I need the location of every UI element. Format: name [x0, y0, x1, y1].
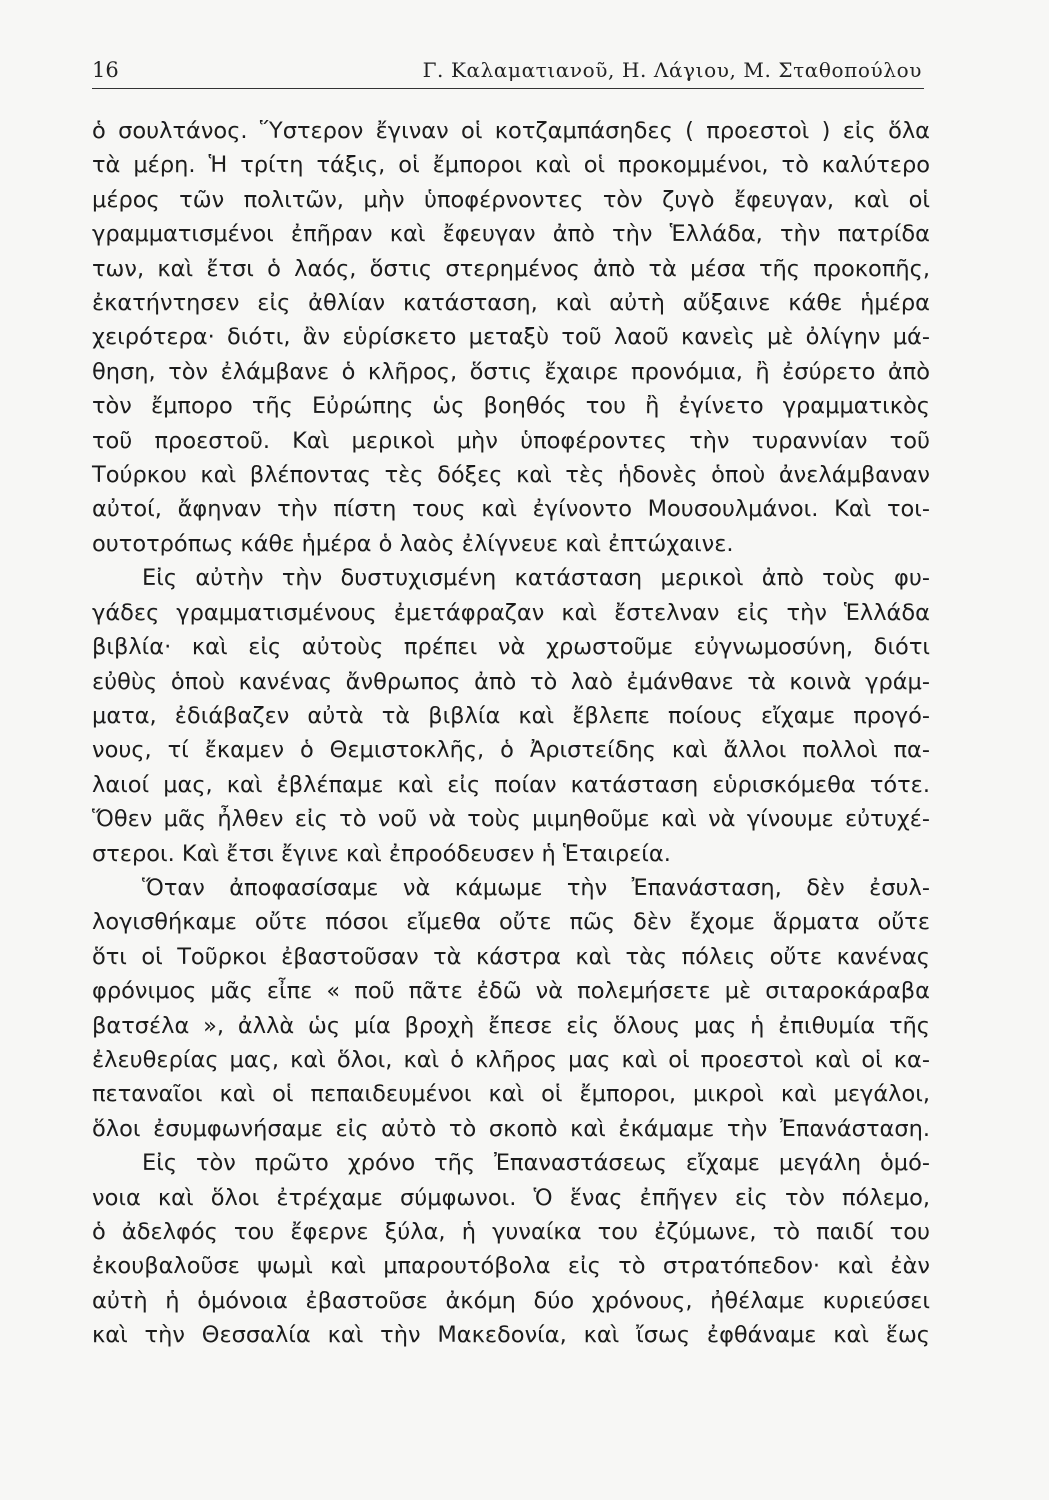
page-number: 16	[92, 58, 119, 82]
text-line: τὰ μέρη. Ἡ τρίτη τάξις, οἱ ἔμποροι καὶ οἱ προκομμένοι, τὸ καλύτερο	[92, 152, 930, 179]
text-line: ὁ σουλτάνος. Ὕστερον ἔγιναν οἱ κοτζαμπάσηδες ( προεστοὶ ) εἰς ὅλα	[92, 118, 930, 144]
text-line: τὸν ἔμπορο τῆς Εὐρώπης ὡς βοηθός του ἢ ἐγίνετο γραμματικὸς	[92, 393, 930, 420]
text-line: νοια καὶ ὅλοι ἐτρέχαμε σύμφωνοι. Ὁ ἕνας ἐπῆγεν εἰς τὸν πόλεμο,	[92, 1184, 930, 1211]
text-line: στεροι. Καὶ ἔτσι ἔγινε καὶ ἐπροόδευσεν ἡ Ἑταιρεία.	[92, 840, 671, 867]
header-rule	[92, 88, 924, 89]
text-line: Εἰς αὐτὴν τὴν δυστυχισμένη κατάσταση μερικοὶ ἀπὸ τοὺς φυ-	[142, 565, 930, 592]
text-line: ματα, ἐδιάβαζεν αὐτὰ τὰ βιβλία καὶ ἔβλεπε ποίους εἴχαμε προγό-	[92, 702, 930, 729]
text-line: Εἰς τὸν πρῶτο χρόνο τῆς Ἐπαναστάσεως εἴχαμε μεγάλη ὁμό-	[142, 1150, 930, 1177]
text-line: Ὅθεν μᾶς ἦλθεν εἰς τὸ νοῦ νὰ τοὺς μιμηθοῦμε καὶ νὰ γίνουμε εὐτυχέ-	[92, 806, 930, 833]
paragraph	[92, 114, 930, 561]
text-line: ὅλοι ἐσυμφωνήσαμε εἰς αὐτὸ τὸ σκοπὸ καὶ ἐκάμαμε τὴν Ἐπανάσταση.	[92, 1115, 930, 1142]
text-line: μέρος τῶν πολιτῶν, μὴν ὑποφέρνοντες τὸν ζυγὸ ἔφευγαν, καὶ οἱ	[92, 186, 930, 213]
text-line: των, καὶ ἔτσι ὁ λαός, ὅστις στερημένος ἀπὸ τὰ μέσα τῆς προκοπῆς,	[92, 255, 930, 282]
text-line: ουτοτρόπως κάθε ἡμέρα ὁ λαὸς ἐλίγνευε καὶ ἐπτώχαινε.	[92, 530, 734, 557]
text-line: πεταναῖοι καὶ οἱ πεπαιδευμένοι καὶ οἱ ἔμποροι, μικροὶ καὶ μεγάλοι,	[92, 1081, 930, 1108]
text-line: εὐθὺς ὁποὺ κανένας ἄνθρωπος ἀπὸ τὸ λαὸ ἐμάνθανε τὰ κοινὰ γράμ-	[92, 668, 930, 695]
paragraph	[92, 1146, 930, 1352]
text-line: βιβλία· καὶ εἰς αὐτοὺς πρέπει νὰ χρωστοῦμε εὐγνωμοσύνη, διότι	[92, 634, 930, 661]
text-line: φρόνιμος μᾶς εἶπε « ποῦ πᾶτε ἐδῶ νὰ πολεμήσετε μὲ σιταροκάραβα	[92, 978, 930, 1005]
text-line: λογισθήκαμε οὔτε πόσοι εἴμεθα οὔτε πῶς δὲν ἔχομε ἅρματα οὔτε	[92, 909, 930, 936]
text-line: Ὅταν ἀποφασίσαμε νὰ κάμωμε τὴν Ἐπανάσταση, δὲν ἐσυλ-	[142, 874, 930, 901]
text-line: ἐκουβαλοῦσε ψωμὶ καὶ μπαρουτόβολα εἰς τὸ στρατόπεδον· καὶ ἐὰν	[92, 1253, 930, 1280]
text-line: γραμματισμένοι ἐπῆραν καὶ ἔφευγαν ἀπὸ τὴν Ἑλλάδα, τὴν πατρίδα	[92, 221, 930, 248]
text-line: νους, τί ἔκαμεν ὁ Θεμιστοκλῆς, ὁ Ἀριστείδης καὶ ἄλλοι πολλοὶ πα-	[92, 737, 930, 764]
text-line: βατσέλα », ἀλλὰ ὡς μία βροχὴ ἔπεσε εἰς ὅλους μας ἡ ἐπιθυμία τῆς	[92, 1012, 930, 1039]
text-line: αὐτοί, ἄφηναν τὴν πίστη τους καὶ ἐγίνοντο Μουσουλμάνοι. Καὶ τοι-	[92, 496, 930, 523]
body-text	[92, 114, 930, 1353]
text-line: ἐλευθερίας μας, καὶ ὅλοι, καὶ ὁ κλῆρος μας καὶ οἱ προεστοὶ καὶ οἱ κα-	[92, 1046, 930, 1073]
text-line: λαιοί μας, καὶ ἐβλέπαμε καὶ εἰς ποίαν κατάσταση εὑρισκόμεθα τότε.	[92, 771, 930, 798]
text-line: ὅτι οἱ Τοῦρκοι ἐβαστοῦσαν τὰ κάστρα καὶ τὰς πόλεις οὔτε κανένας	[92, 943, 930, 970]
text-line: τοῦ προεστοῦ. Καὶ μερικοὶ μὴν ὑποφέροντες τὴν τυραννίαν τοῦ	[92, 427, 930, 454]
text-line: ὁ ἀδελφός του ἔφερνε ξύλα, ἡ γυναίκα του ἐζύμωνε, τὸ παιδί του	[92, 1219, 930, 1245]
text-line: θηση, τὸν ἐλάμβανε ὁ κλῆρος, ὅστις ἔχαιρε προνόμια, ἢ ἐσύρετο ἀπὸ	[92, 358, 930, 385]
text-line: Τούρκου καὶ βλέποντας τὲς δόξες καὶ τὲς ἡδονὲς ὁποὺ ἀνελάμβαναν	[92, 462, 930, 489]
paragraph	[92, 871, 930, 1146]
text-line: χειρότερα· διότι, ἂν εὑρίσκετο μεταξὺ τοῦ λαοῦ κανεὶς μὲ ὀλίγην μά-	[92, 324, 930, 351]
text-line: ἐκατήντησεν εἰς ἀθλίαν κατάσταση, καὶ αὐτὴ αὔξαινε κάθε ἡμέρα	[92, 290, 930, 317]
text-line: καὶ τὴν Θεσσαλία καὶ τὴν Μακεδονία, καὶ ἴσως ἐφθάναμε καὶ ἕως	[92, 1322, 930, 1349]
page-header	[92, 50, 922, 90]
paragraph	[92, 561, 930, 871]
running-head: Γ. Καλαματιανοῦ, Η. Λάγιου, Μ. Σταθοπούλου	[422, 58, 922, 82]
text-line: γάδες γραμματισμένους ἐμετάφραζαν καὶ ἔστελναν εἰς τὴν Ἑλλάδα	[92, 599, 930, 626]
text-line: αὐτὴ ἡ ὁμόνοια ἐβαστοῦσε ἀκόμη δύο χρόνους, ἠθέλαμε κυριεύσει	[92, 1287, 930, 1314]
